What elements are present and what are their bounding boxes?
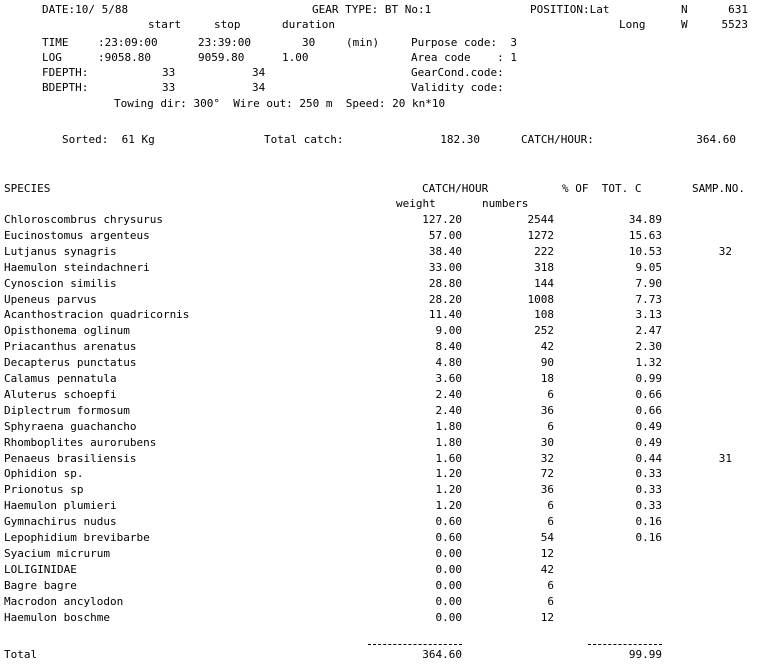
pct-value: 34.89 [628,213,662,226]
weight-value: 1.80 [435,436,462,449]
pct-value: 0.33 [635,483,662,496]
weight-value: 4.80 [435,356,462,369]
time-stop: 23:39:00 [198,36,251,49]
col-header-samp-no: SAMP.NO. [692,182,745,195]
numbers-value: 6 [547,499,554,512]
numbers-value: 2544 [527,213,554,226]
col-header-species: SPECIES [4,182,51,195]
total-weight: 364.60 [422,648,462,661]
numbers-value: 6 [547,595,554,608]
numbers-value: 6 [547,579,554,592]
fdepth-label: FDEPTH: [42,66,89,79]
weight-value: 0.00 [435,547,462,560]
species-name: LOLIGINIDAE [4,563,77,576]
time-duration: 30 [302,36,316,49]
purpose-code: Purpose code: 3 [411,36,517,49]
gear-type-label: GEAR TYPE: BT No:1 [312,3,432,16]
bdepth-start: 33 [162,81,176,94]
total-label: Total [4,648,38,661]
catch-hour-value: 364.60 [696,133,736,146]
pct-value: 2.47 [635,324,662,337]
species-name: Lepophidium brevibarbe [4,531,150,544]
numbers-value: 1272 [527,229,554,242]
pct-value: 7.73 [635,293,662,306]
numbers-value: 32 [540,452,554,465]
col-duration: duration [282,18,335,31]
pct-value: 7.90 [635,277,662,290]
species-name: Haemulon plumieri [4,499,117,512]
numbers-value: 222 [534,245,554,258]
col-start: start [148,18,182,31]
samp-no-value: 31 [718,452,732,465]
weight-value: 2.40 [435,388,462,401]
subheader-weight: weight [396,197,436,210]
subheader-numbers: numbers [482,197,529,210]
log-label: LOG [42,51,62,64]
species-name: Bagre bagre [4,579,77,592]
pct-value: 0.99 [635,372,662,385]
numbers-value: 36 [540,483,554,496]
species-name: Aluterus schoepfi [4,388,117,401]
total-pct: 99.99 [628,648,662,661]
species-name: Upeneus parvus [4,293,97,306]
numbers-value: 42 [540,340,554,353]
numbers-value: 36 [540,404,554,417]
date-label: DATE:10/ 5/88 [42,3,129,16]
species-name: Rhomboplites aurorubens [4,436,157,449]
pct-value: 0.33 [635,467,662,480]
log-start: :9058.80 [98,51,151,64]
towing-line: Towing dir: 300° Wire out: 250 m Speed: 20 kn*10 [114,97,446,110]
col-header-catch-hour: CATCH/HOUR [422,182,489,195]
species-name: Priacanthus arenatus [4,340,137,353]
pct-value: 9.05 [635,261,662,274]
lat-value: 631 [728,3,748,16]
weight-value: 28.80 [428,277,462,290]
numbers-value: 42 [540,563,554,576]
species-name: Decapterus punctatus [4,356,137,369]
long-direction: W [681,18,688,31]
numbers-value: 6 [547,420,554,433]
pct-value: 0.66 [635,388,662,401]
numbers-value: 6 [547,388,554,401]
weight-value: 57.00 [428,229,462,242]
weight-value: 1.60 [435,452,462,465]
species-name: Acanthostracion quadricornis [4,308,190,321]
time-label: TIME [42,36,69,49]
numbers-value: 144 [534,277,554,290]
weight-value: 11.40 [428,308,462,321]
total-catch-value: 182.30 [440,133,480,146]
weight-value: 127.20 [422,213,462,226]
weight-value: 0.00 [435,595,462,608]
pct-value: 0.44 [635,452,662,465]
weight-value: 2.40 [435,404,462,417]
catch-hour-label: CATCH/HOUR: [521,133,594,146]
species-name: Ophidion sp. [4,467,84,480]
weight-value: 3.60 [435,372,462,385]
col-stop: stop [214,18,241,31]
numbers-value: 252 [534,324,554,337]
total-catch-label: Total catch: [264,133,344,146]
time-start: :23:09:00 [98,36,158,49]
weight-value: 0.00 [435,563,462,576]
numbers-value: 90 [540,356,554,369]
numbers-value: 18 [540,372,554,385]
weight-value: 8.40 [435,340,462,353]
species-name: Cynoscion similis [4,277,117,290]
weight-value: 9.00 [435,324,462,337]
pct-value: 1.32 [635,356,662,369]
numbers-value: 108 [534,308,554,321]
lat-direction: N [681,3,688,16]
pct-value: 15.63 [628,229,662,242]
weight-value: 0.60 [435,515,462,528]
pct-value: 0.33 [635,499,662,512]
pct-value: 3.13 [635,308,662,321]
species-name: Eucinostomus argenteus [4,229,150,242]
weight-value: 0.00 [435,611,462,624]
species-name: Macrodon ancylodon [4,595,124,608]
species-name: Diplectrum formosum [4,404,130,417]
time-unit: (min) [346,36,380,49]
weight-value: 1.80 [435,420,462,433]
species-name: Syacium micrurum [4,547,110,560]
weight-value: 1.20 [435,467,462,480]
log-duration: 1.00 [282,51,309,64]
weight-value: 1.20 [435,483,462,496]
species-name: Opisthonema oglinum [4,324,130,337]
numbers-value: 1008 [527,293,554,306]
total-weight-rule [368,644,462,645]
weight-value: 38.40 [428,245,462,258]
position-label: POSITION:Lat [530,3,610,16]
gearcond-code: GearCond.code: [411,66,504,79]
species-name: Gymnachirus nudus [4,515,117,528]
numbers-value: 12 [540,547,554,560]
numbers-value: 318 [534,261,554,274]
numbers-value: 54 [540,531,554,544]
long-label: Long [619,18,646,31]
area-code: Area code : 1 [411,51,517,64]
fdepth-start: 33 [162,66,176,79]
bdepth-stop: 34 [252,81,266,94]
species-name: Calamus pennatula [4,372,117,385]
species-name: Haemulon boschme [4,611,110,624]
col-header-pct-total: % OF TOT. C [562,182,642,195]
pct-value: 0.49 [635,436,662,449]
fdepth-stop: 34 [252,66,266,79]
numbers-value: 12 [540,611,554,624]
species-name: Chloroscombrus chrysurus [4,213,163,226]
log-stop: 9059.80 [198,51,245,64]
bdepth-label: BDEPTH: [42,81,89,94]
species-name: Lutjanus synagris [4,245,117,258]
weight-value: 28.20 [428,293,462,306]
pct-value: 0.49 [635,420,662,433]
species-name: Prionotus sp [4,483,84,496]
numbers-value: 30 [540,436,554,449]
total-pct-rule [588,644,662,645]
long-value: 5523 [721,18,748,31]
species-name: Haemulon steindachneri [4,261,150,274]
pct-value: 10.53 [628,245,662,258]
pct-value: 0.16 [635,515,662,528]
pct-value: 0.66 [635,404,662,417]
numbers-value: 6 [547,515,554,528]
pct-value: 0.16 [635,531,662,544]
sorted-weight: Sorted: 61 Kg [62,133,155,146]
weight-value: 0.00 [435,579,462,592]
species-name: Penaeus brasiliensis [4,452,137,465]
weight-value: 33.00 [428,261,462,274]
samp-no-value: 32 [718,245,732,258]
species-name: Sphyraena guachancho [4,420,137,433]
validity-code: Validity code: [411,81,504,94]
weight-value: 1.20 [435,499,462,512]
weight-value: 0.60 [435,531,462,544]
numbers-value: 72 [540,467,554,480]
pct-value: 2.30 [635,340,662,353]
